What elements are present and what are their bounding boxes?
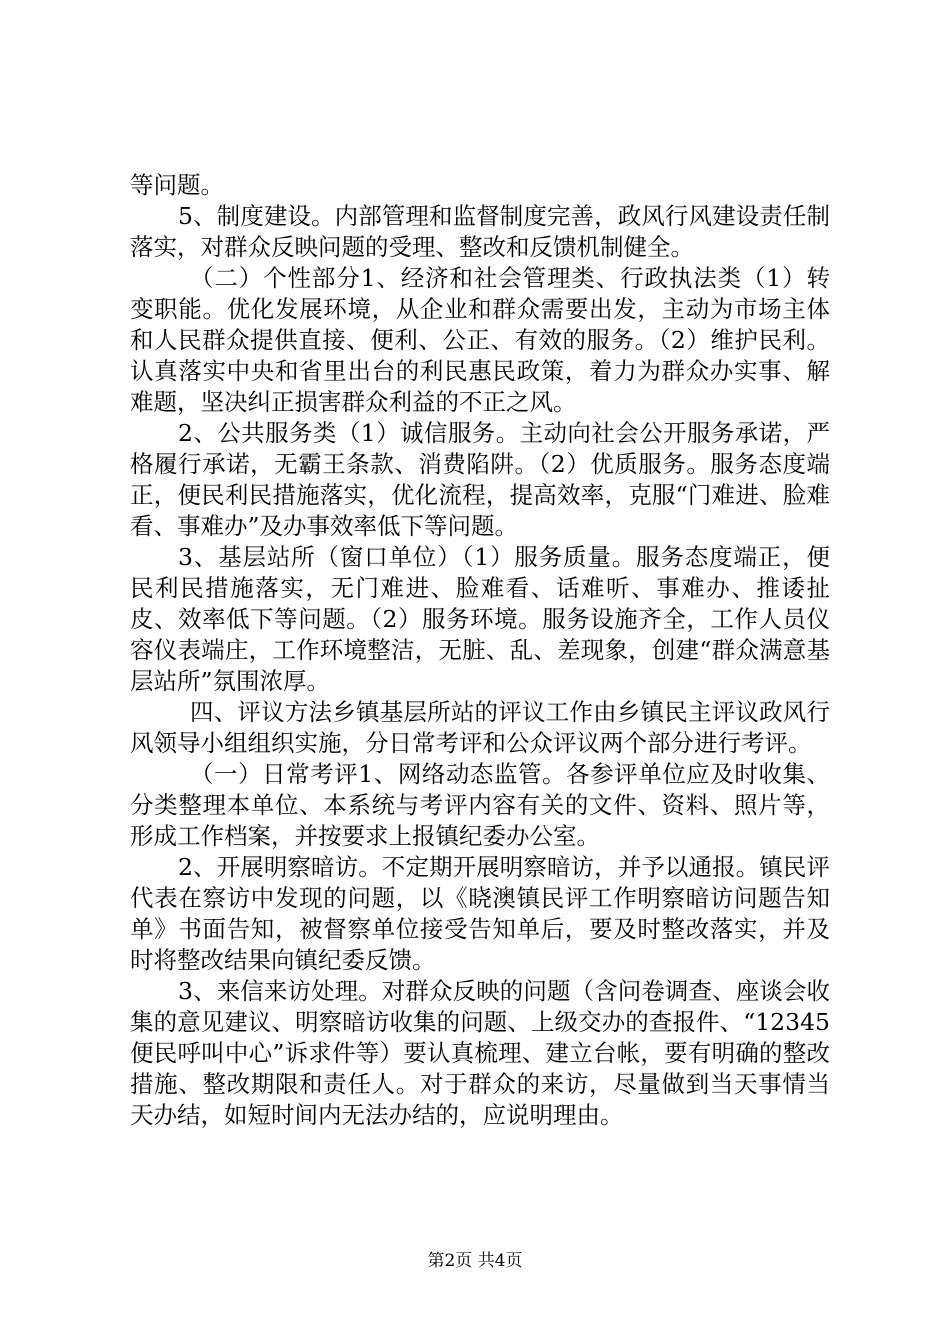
paragraph-daily-evaluation: （一）日常考评1、网络动态监管。各参评单位应及时收集、分类整理本单位、本系统与考评内容有关的文件、资料、照片等，形成工作档案，并按要求上报镇纪委办公室。 (130, 760, 830, 850)
paragraph-inspection: 2、开展明察暗访。不定期开展明察暗访，并予以通报。镇民评代表在察访中发现的问题，以《晓澳镇民评工作明察暗访问题告知单》书面告知，被督察单位接受告知单后，要及时整改落实，并及时将整改结果向镇纪委反馈。 (130, 853, 830, 974)
page-number-footer: 第2页 共4页 (427, 1251, 523, 1271)
paragraph-system-building: 5、制度建设。内部管理和监督制度完善，政风行风建设责任制落实，对群众反映问题的受理、整改和反馈机制健全。 (130, 202, 830, 261)
paragraph-grassroots-stations: 3、基层站所（窗口单位）（1）服务质量。服务态度端正，便民利民措施落实，无门难进、脸难看、话难听、事难办、推诿扯皮、效率低下等问题。（2）服务环境。服务设施齐全，工作人员仪容仪表端庄，工作环境整洁，无脏、乱、差现象，创建“群众满意基层站所”氛围浓厚。 (130, 543, 830, 695)
paragraph-public-service: 2、公共服务类（1）诚信服务。主动向社会公开服务承诺，严格履行承诺，无霸王条款、消费陷阱。（2）优质服务。服务态度端正，便民利民措施落实，优化流程，提高效率，克服“门难进、脸难看、事难办”及办事效率低下等问题。 (130, 419, 830, 540)
paragraph-individual-part: （二）个性部分1、经济和社会管理类、行政执法类（1）转变职能。优化发展环境，从企业和群众需要出发，主动为市场主体和人民群众提供直接、便利、公正、有效的服务。（2）维护民利。认真落实中央和省里出台的利民惠民政策，着力为群众办实事、解难题，坚决纠正损害群众利益的不正之风。 (130, 264, 830, 416)
document-body (130, 170, 830, 1131)
paragraph-evaluation-method: 四、评议方法乡镇基层所站的评议工作由乡镇民主评议政风行风领导小组组织实施，分日常考评和公众评议两个部分进行考评。 (130, 698, 830, 757)
paragraph-continuation: 等问题。 (130, 171, 224, 199)
paragraph-letters-visits: 3、来信来访处理。对群众反映的问题（含问卷调查、座谈会收集的意见建议、明察暗访收集的问题、上级交办的查报件、“12345便民呼叫中心”诉求件等）要认真梳理、建立台帐，要有明确的整改措施、整改期限和责任人。对于群众的来访，尽量做到当天事情当天办结，如短时间内无法办结的，应说明理由。 (130, 977, 830, 1129)
